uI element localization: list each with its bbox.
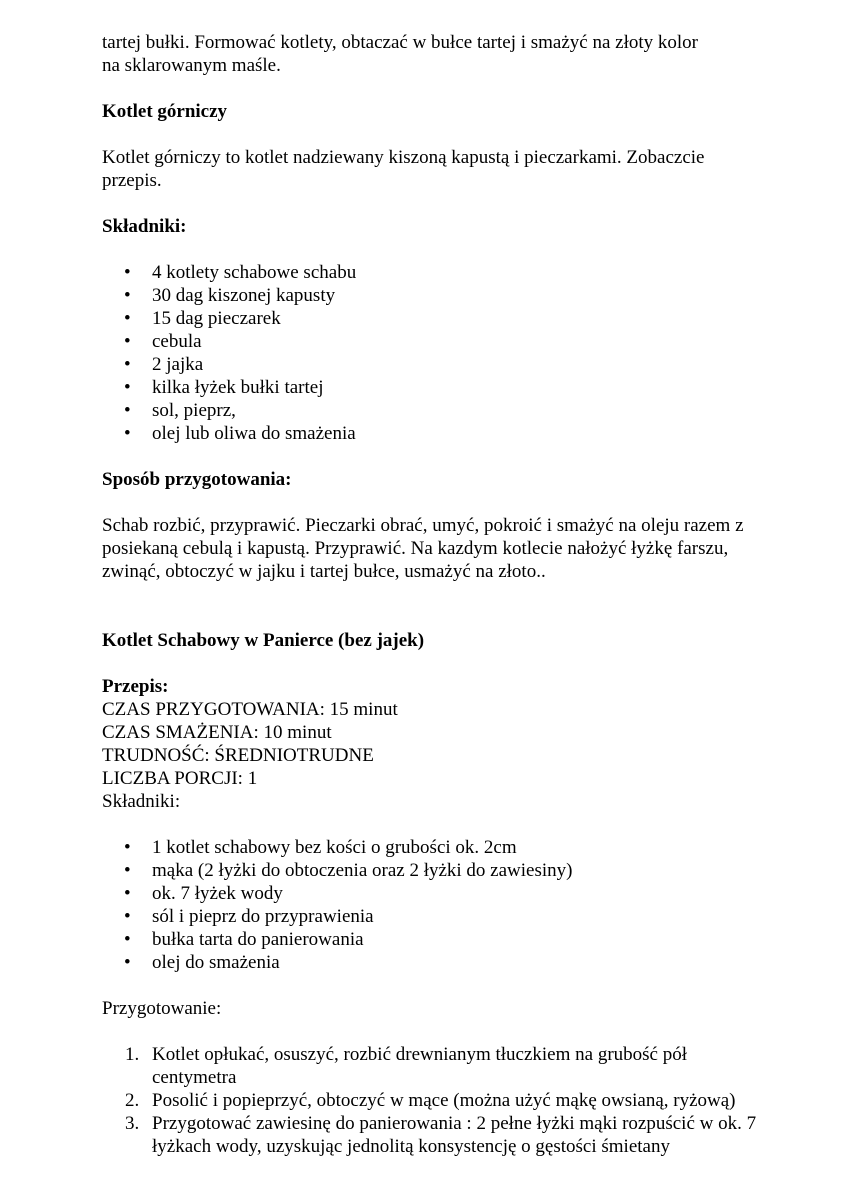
section2-title: Kotlet Schabowy w Panierce (bez jajek) (102, 630, 425, 651)
section2-steps-list (102, 1043, 762, 1158)
step-text: Posolić i popieprzyć, obtoczyć w mące (można użyć mąkę owsianą, ryżową) (152, 1090, 736, 1111)
section2-recipe-meta (102, 675, 762, 813)
list-item: • olej do smażenia (102, 951, 762, 974)
list-item: • kilka łyżek bułki tartej (102, 376, 762, 399)
section1-ingredients-heading: Składniki: (102, 216, 187, 237)
list-item: • sól i pieprz do przyprawienia (102, 905, 762, 928)
list-item: • 30 dag kiszonej kapusty (102, 284, 762, 307)
section2-ingredients-heading: Składniki: (102, 791, 181, 812)
section1-method-heading: Sposób przygotowania: (102, 469, 292, 490)
list-item (102, 1043, 762, 1089)
fry-time: CZAS SMAŻENIA: 10 minut (102, 722, 332, 743)
section-spacer (102, 606, 762, 629)
document-page (102, 31, 762, 1158)
intro-line-1: tartej bułki. Formować kotlety, obtaczać w bułce tartej i smażyć na złoty kolor (102, 32, 699, 53)
step-number: 1. (125, 1044, 140, 1065)
section2-preparation-heading: Przygotowanie: (102, 998, 222, 1019)
list-item (102, 1089, 762, 1112)
intro-paragraph (102, 31, 762, 77)
section2-ingredient-list (102, 836, 762, 974)
list-item: • mąka (2 łyżki do obtoczenia oraz 2 łyżki do zawiesiny) (102, 859, 762, 882)
step-text: Kotlet opłukać, osuszyć, rozbić drewnianym tłuczkiem na grubość pół centymetra (152, 1044, 688, 1088)
step-number: 2. (125, 1090, 140, 1111)
list-item: • cebula (102, 330, 762, 353)
list-item (102, 1112, 762, 1158)
step-text: Przygotować zawiesinę do panierowania : 2 pełne łyżki mąki rozpuścić w ok. 7 łyżkach wody, uzyskując jednolitą konsystencję o gęstości śmietany (152, 1113, 757, 1157)
list-item: • bułka tarta do panierowania (102, 928, 762, 951)
list-item: • sol, pieprz, (102, 399, 762, 422)
section1-title: Kotlet górniczy (102, 101, 228, 122)
list-item: • ok. 7 łyżek wody (102, 882, 762, 905)
intro-line-2: na sklarowanym maśle. (102, 55, 281, 76)
section1-ingredient-list (102, 261, 762, 445)
list-item: • 1 kotlet schabowy bez kości o grubości ok. 2cm (102, 836, 762, 859)
prep-time: CZAS PRZYGOTOWANIA: 15 minut (102, 699, 398, 720)
list-item: • 4 kotlety schabowe schabu (102, 261, 762, 284)
section1-method-text: Schab rozbić, przyprawić. Pieczarki obrać, umyć, pokroić i smażyć na oleju razem z posiekaną cebulą i kapustą. Przyprawić. Na kazdym kotlecie nałożyć łyżkę farszu, zwinąć, obtoczyć w jajku i tartej bułce, usmażyć na złoto.. (102, 515, 744, 582)
list-item: • 15 dag pieczarek (102, 307, 762, 330)
list-item: • olej lub oliwa do smażenia (102, 422, 762, 445)
servings: LICZBA PORCJI: 1 (102, 768, 258, 789)
step-number: 3. (125, 1113, 140, 1134)
difficulty: TRUDNOŚĆ: ŚREDNIOTRUDNE (102, 745, 374, 766)
section1-description: Kotlet górniczy to kotlet nadziewany kiszoną kapustą i pieczarkami. Zobaczcie przepis. (102, 147, 705, 191)
list-item: • 2 jajka (102, 353, 762, 376)
recipe-label: Przepis: (102, 676, 169, 697)
